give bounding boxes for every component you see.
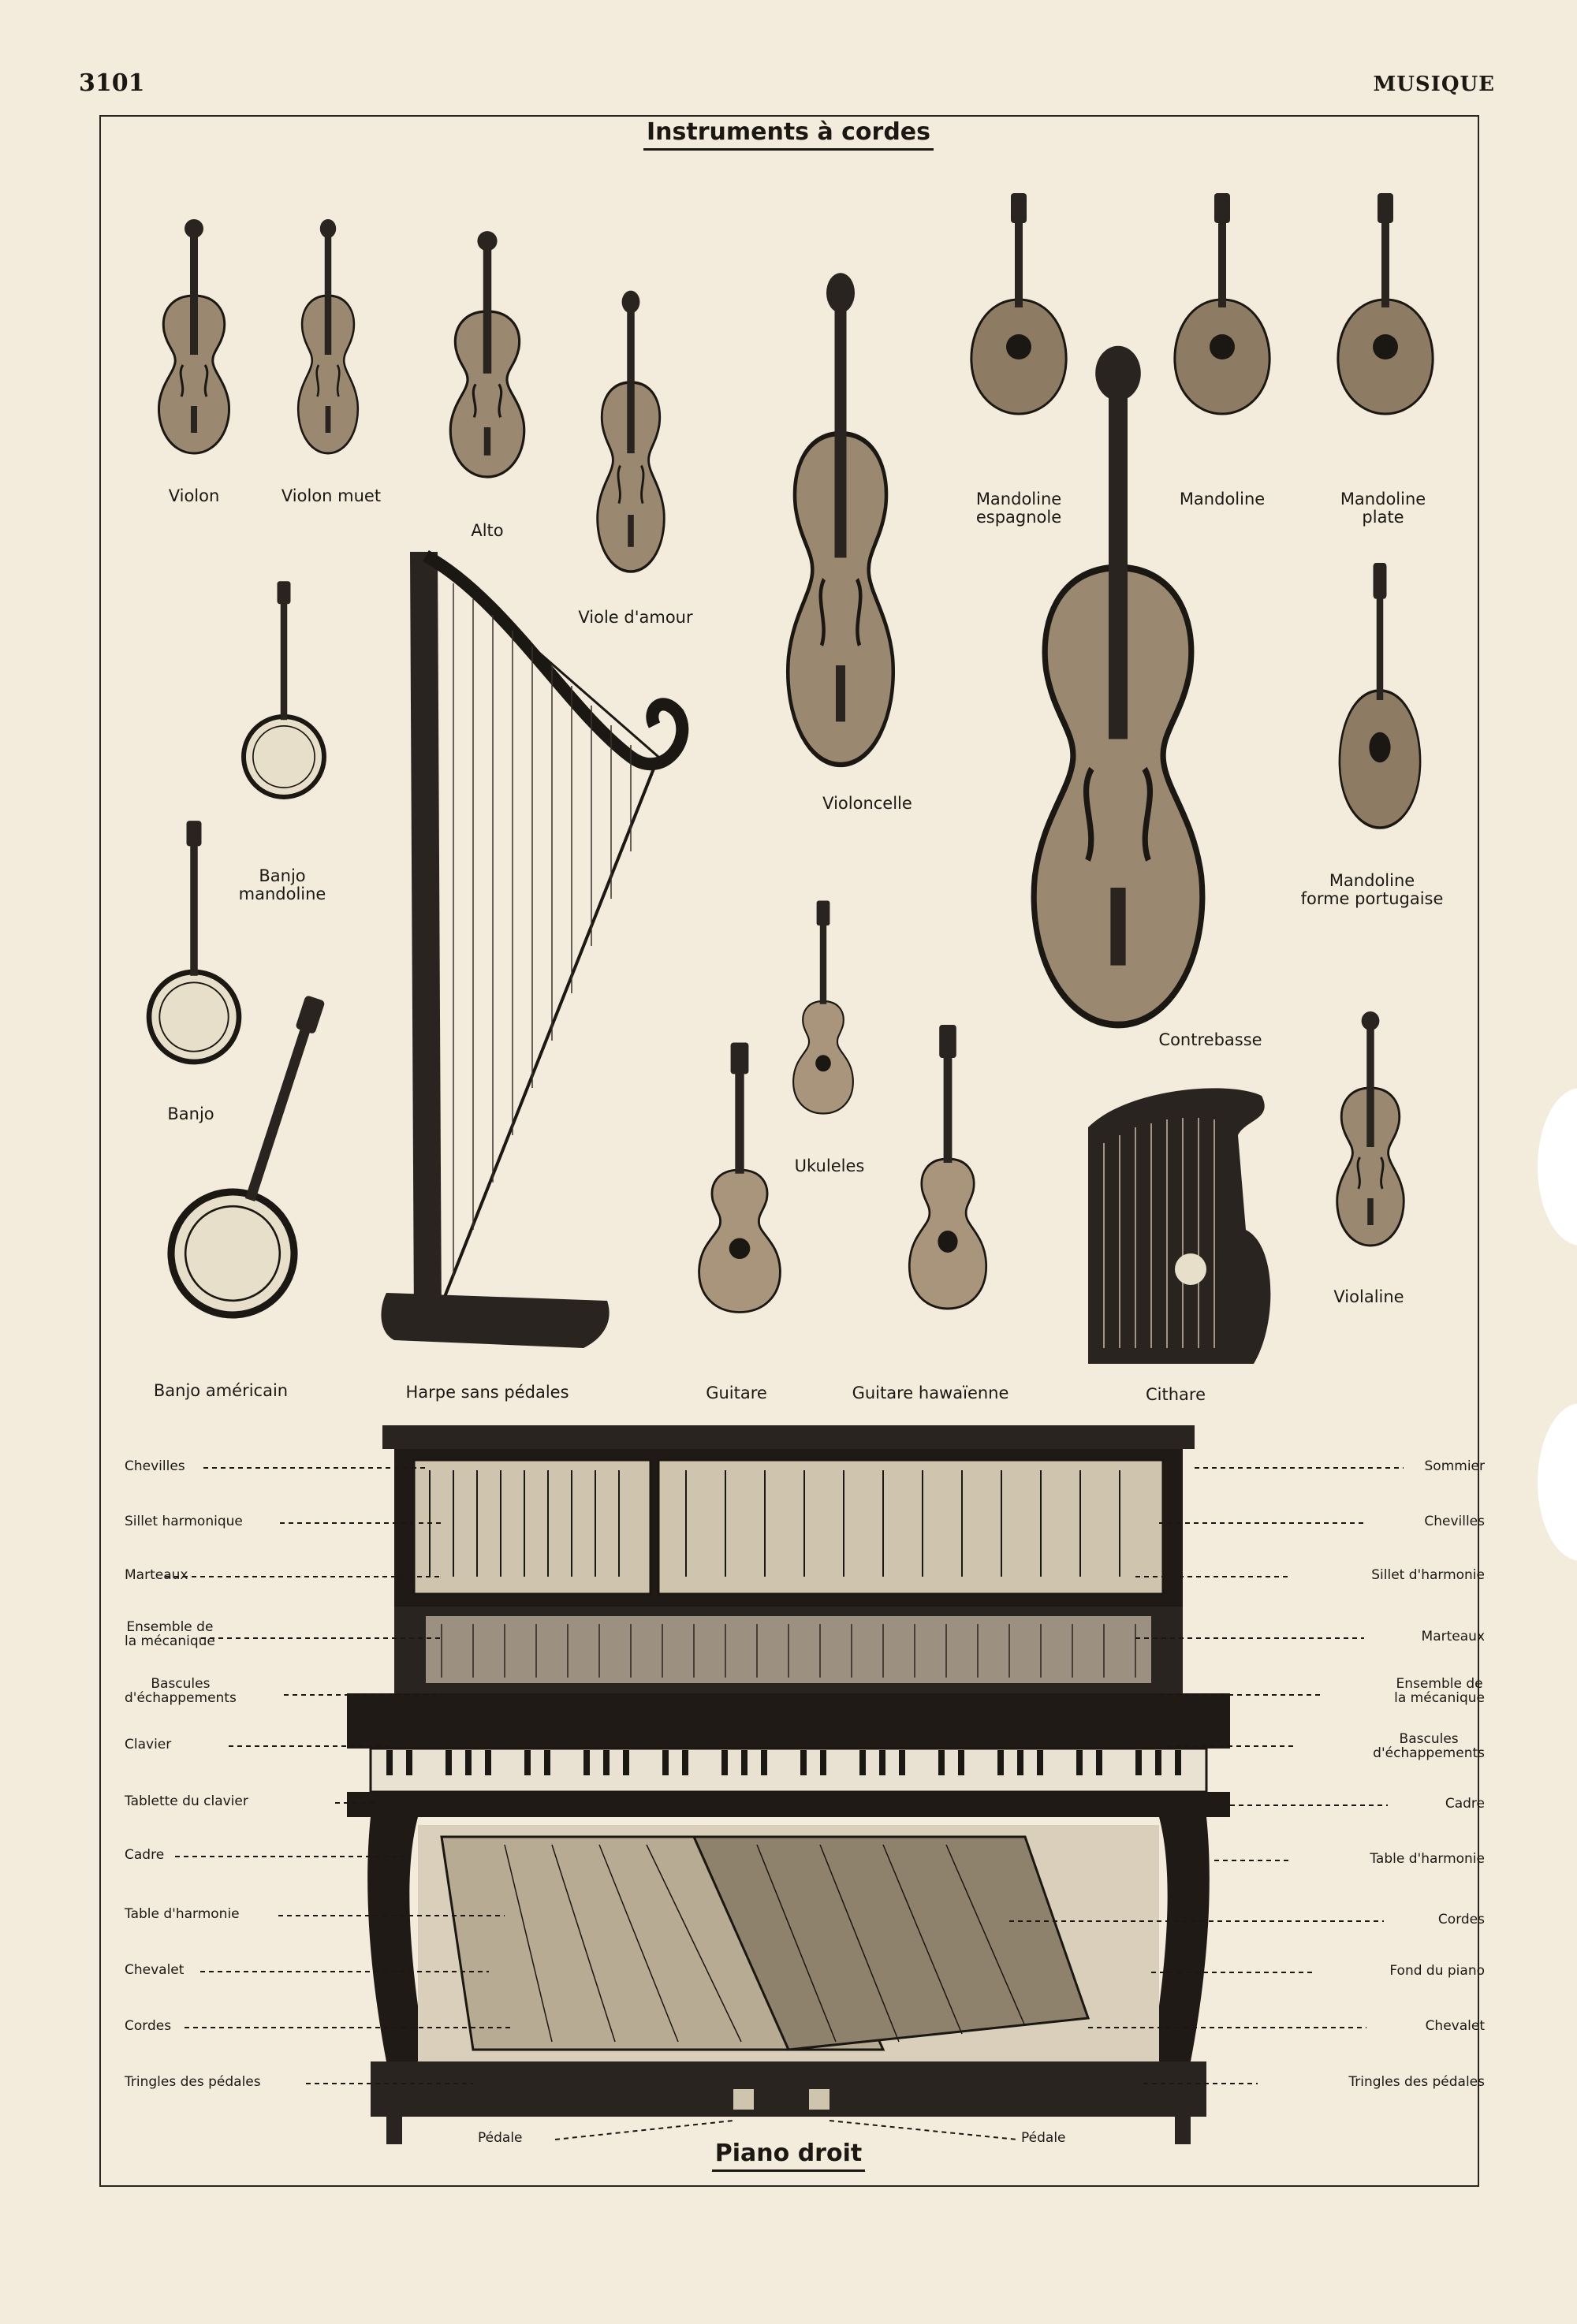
piano-label-left: Table d'harmonie xyxy=(125,1906,240,1922)
piano-label-left: Tringles des pédales xyxy=(125,2074,261,2090)
upright-piano-drawing xyxy=(347,1425,1230,2144)
caption-alto: Alto xyxy=(471,521,504,540)
cello-drawing xyxy=(788,273,893,765)
section-title: MUSIQUE xyxy=(1373,73,1495,96)
caption-viole-damour: Viole d'amour xyxy=(578,608,693,627)
hawaiian-guitar-drawing xyxy=(909,1025,986,1309)
piano-label-right: Cadre xyxy=(1445,1796,1485,1812)
caption-contrebasse: Contrebasse xyxy=(1158,1030,1262,1049)
spanish-mandolin-drawing xyxy=(971,193,1066,414)
guitar-drawing xyxy=(699,1043,781,1313)
piano-label-right: Bascules d'échappements xyxy=(1373,1731,1485,1761)
piano-label-left: Cadre xyxy=(125,1847,165,1863)
piano-title: Piano droit xyxy=(0,2140,1577,2167)
caption-violoncelle: Violoncelle xyxy=(822,794,912,813)
harp-drawing xyxy=(381,552,682,1348)
piano-label-right: Chevalet xyxy=(1425,2018,1485,2034)
zither-drawing xyxy=(1088,1088,1270,1364)
violaline-drawing xyxy=(1337,1011,1404,1246)
banjo-drawing xyxy=(149,821,239,1062)
piano-label-left: Bascules d'échappements xyxy=(125,1676,237,1706)
caption-banjo: Banjo xyxy=(167,1104,214,1123)
mandolin-drawing xyxy=(1175,193,1269,414)
flat-mandolin-drawing xyxy=(1338,193,1433,414)
viola-damore-drawing xyxy=(598,291,665,572)
piano-label-right: Fond du piano xyxy=(1389,1963,1485,1979)
caption-mandoline-espagnole: Mandoline espagnole xyxy=(975,490,1062,527)
caption-mandoline-portugaise: Mandoline forme portugaise xyxy=(1300,871,1444,908)
piano-label-left: Clavier xyxy=(125,1737,172,1752)
caption-guitare: Guitare xyxy=(706,1384,767,1402)
piano-label-left: Ensemble de la mécanique xyxy=(125,1619,215,1649)
double-bass-drawing xyxy=(1034,346,1202,1025)
piano-label-right: Marteaux xyxy=(1421,1629,1485,1644)
piano-label-right: Table d'harmonie xyxy=(1370,1851,1485,1867)
piano-pedal-right-label: Pédale xyxy=(1021,2130,1066,2146)
page-number: 3101 xyxy=(79,69,145,97)
piano-label-right: Chevilles xyxy=(1424,1514,1485,1529)
piano-pedal-left-label: Pédale xyxy=(478,2130,523,2146)
portuguese-mandolin-drawing xyxy=(1340,563,1420,828)
caption-banjo-americain: Banjo américain xyxy=(153,1381,289,1400)
caption-guitare-hawaienne: Guitare hawaïenne xyxy=(852,1384,1009,1402)
piano-label-left: Marteaux xyxy=(125,1567,188,1583)
piano-label-left: Cordes xyxy=(125,2018,172,2034)
banjo-mandolin-drawing xyxy=(244,581,324,797)
caption-violaline: Violaline xyxy=(1333,1287,1404,1306)
caption-harpe: Harpe sans pédales xyxy=(405,1383,569,1402)
piano-label-left: Chevilles xyxy=(125,1458,185,1474)
piano-label-left: Tablette du clavier xyxy=(125,1793,248,1809)
caption-violon-muet: Violon muet xyxy=(281,486,382,505)
piano-label-left: Sillet harmonique xyxy=(125,1514,243,1529)
piano-label-right: Sillet d'harmonie xyxy=(1371,1567,1485,1583)
caption-cithare: Cithare xyxy=(1145,1385,1206,1404)
caption-ukuleles: Ukuleles xyxy=(794,1156,865,1175)
plate-title: Instruments à cordes xyxy=(0,118,1577,146)
piano-label-right: Tringles des pédales xyxy=(1348,2074,1485,2090)
caption-banjo-mandoline: Banjo mandoline xyxy=(238,866,326,903)
caption-mandoline-plate: Mandoline plate xyxy=(1340,490,1426,527)
piano-label-right: Cordes xyxy=(1437,1912,1485,1927)
piano-label-right: Sommier xyxy=(1424,1458,1485,1474)
ukulele-drawing xyxy=(793,901,853,1114)
mute-violin-drawing xyxy=(298,219,358,453)
piano-label-left: Chevalet xyxy=(125,1962,185,1978)
violin-drawing xyxy=(158,219,229,453)
caption-violon: Violon xyxy=(168,486,220,505)
piano-label-right: Ensemble de la mécanique xyxy=(1394,1676,1485,1706)
caption-mandoline: Mandoline xyxy=(1179,490,1266,508)
viola-drawing xyxy=(450,231,524,477)
